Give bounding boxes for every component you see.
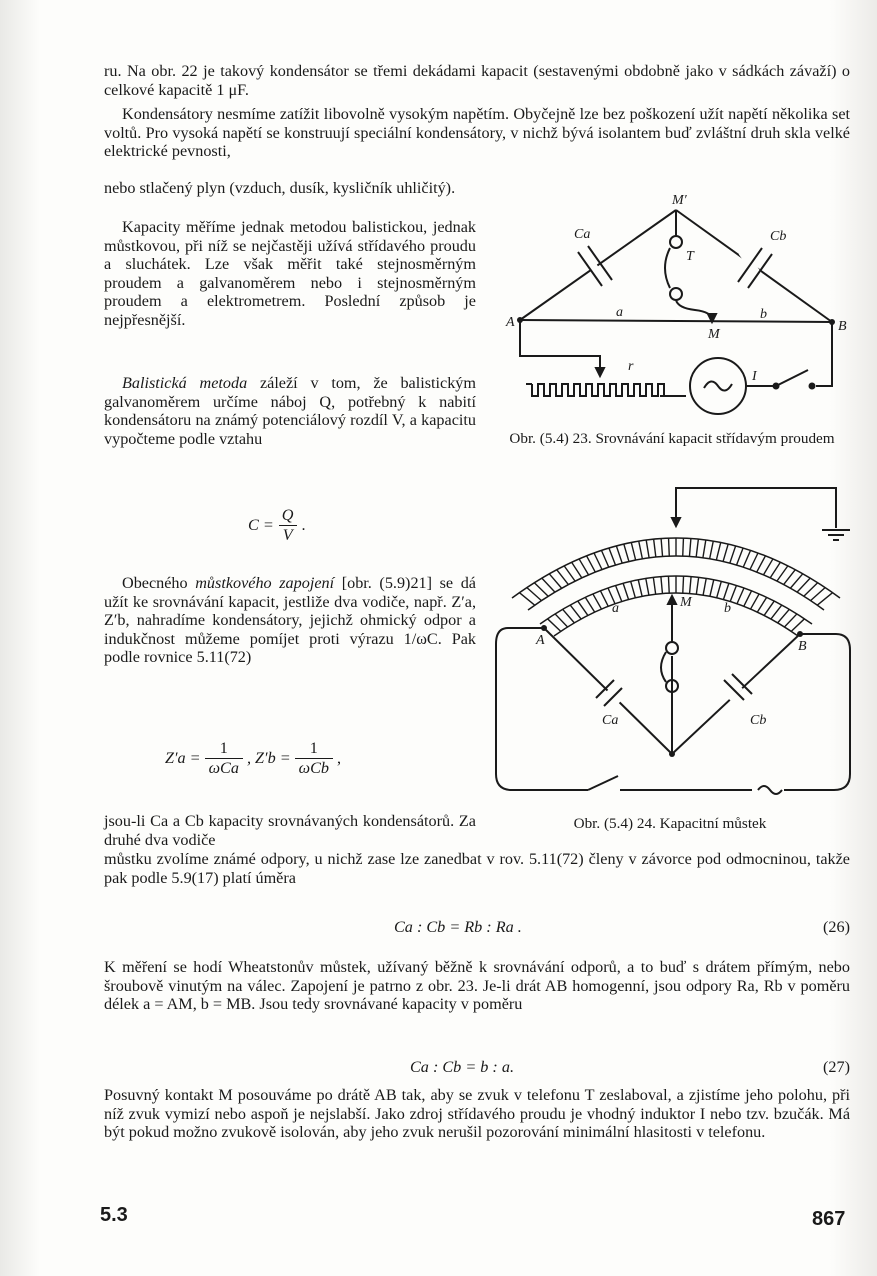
comb-tooth xyxy=(661,538,662,556)
comb-tooth xyxy=(668,576,669,593)
comb-tooth xyxy=(723,544,728,561)
comb-tooth xyxy=(763,559,772,575)
comb-tooth xyxy=(778,609,790,623)
comb-tooth xyxy=(623,583,628,599)
comb-tooth xyxy=(689,538,690,556)
paragraph-7: K měření se hodí Wheatstonův můstek, užívaný běžně k srovnávání odporů, a to buď s drátem přímým, nebo šroubově vinutým na válec. Zapojení je patrno z obr. 23. Je-li drát AB homogenní, jsou odpory Ra, Rb v poměru délek a = AM, b = MB. Jsou tedy srovnávané kapacity v poměru xyxy=(104,958,850,1014)
eq26-body: Ca : Cb = Rb : Ra . xyxy=(394,918,522,936)
comb-tooth xyxy=(579,559,588,575)
comb-tooth xyxy=(717,581,722,597)
equation-impedance xyxy=(165,732,425,784)
comb-tooth xyxy=(578,601,588,615)
eq-c-den: V xyxy=(279,525,297,545)
comb-tooth xyxy=(631,542,635,560)
comb-tooth xyxy=(570,605,581,619)
label-cb: Cb xyxy=(750,713,767,728)
comb-tooth xyxy=(750,553,758,570)
paragraph-6: jsou-li Ca a Cb kapacity srovnávaných kondensátorů. Za druhé dva vodiče xyxy=(104,812,476,849)
comb-tooth xyxy=(609,548,616,565)
eq-zb-fraction xyxy=(295,739,333,777)
label-b-length: b xyxy=(760,307,767,322)
paragraph-4 xyxy=(104,374,476,448)
comb-tooth xyxy=(737,548,744,565)
comb-tooth xyxy=(587,556,596,572)
eq-c-end: . xyxy=(301,515,306,534)
comb-tooth xyxy=(594,553,602,570)
label-b-length: b xyxy=(724,601,731,616)
comb-tooth xyxy=(527,588,542,601)
comb-tooth xyxy=(737,588,744,604)
comb-tooth xyxy=(757,597,766,612)
equation-26 xyxy=(104,918,850,940)
comb-tooth xyxy=(557,570,569,585)
eq26-number: (26) xyxy=(823,918,850,936)
comb-tooth xyxy=(730,546,736,563)
label-a-length: a xyxy=(616,305,623,320)
comb-tooth xyxy=(548,619,561,632)
comb-tooth xyxy=(751,594,760,609)
comb-tooth xyxy=(744,591,752,606)
page-number: 867 xyxy=(812,1208,846,1230)
label-a-node: A xyxy=(506,315,515,330)
eq-za-lhs: Z′a = xyxy=(165,748,201,767)
label-i: I xyxy=(752,369,757,384)
label-m-prime: M′ xyxy=(672,193,687,208)
comb-tooth xyxy=(703,578,706,595)
label-b-node: B xyxy=(798,639,807,654)
comb-tooth xyxy=(646,540,649,558)
comb-tooth xyxy=(616,546,622,563)
paragraph-1: ru. Na obr. 22 je takový kondensátor se třemi dekádami kapacit (sestavenými obdobně jako v sádkách závaží) o celkové kapacitě 1 μF. xyxy=(104,62,850,99)
resistor-combs xyxy=(519,538,832,631)
comb-tooth xyxy=(519,593,534,606)
label-cb: Cb xyxy=(770,229,787,244)
eq-c-lhs: C = xyxy=(248,515,274,534)
comb-tooth xyxy=(638,580,642,597)
comb-tooth xyxy=(771,605,782,619)
comb-tooth xyxy=(730,585,736,601)
comb-tooth xyxy=(696,577,698,594)
comb-tooth xyxy=(690,577,692,594)
comb-tooth xyxy=(770,562,780,578)
comb-tooth xyxy=(804,583,818,597)
paragraph-3: Kapacity měříme jednak metodou balistickou, jednak můstkovou, při níž se nejčastěji užívá střídavého proudu a sluchátek. Lze však měřit také stejnosměrným proudem a galvanoměrem nebo i stejnosměrným proudem a elektrometrem. Poslední způsob je nejpřesnější. xyxy=(104,218,476,329)
paragraph-6-end: můstku zvolíme známé odpory, u nichž zase lze zanedbat v rov. 5.11(72) členy v závorce pod odmocninou, takže pak podle 5.9(17) platí úměra xyxy=(104,850,850,887)
comb-tooth xyxy=(542,578,555,592)
comb-tooth xyxy=(710,580,714,597)
comb-tooth xyxy=(696,539,698,557)
comb-tooth xyxy=(710,541,714,559)
eq-zb-lhs: , Z′b = xyxy=(246,748,291,767)
p5-pre: Obecného xyxy=(122,574,196,592)
label-m: M xyxy=(708,327,720,342)
figure-24-diagram xyxy=(488,484,877,804)
comb-tooth xyxy=(601,550,608,567)
comb-tooth xyxy=(723,583,728,599)
term-ballistic: Balistická metoda xyxy=(122,374,248,392)
eq-c-fraction xyxy=(278,506,298,544)
comb-tooth xyxy=(683,576,684,593)
comb-tooth xyxy=(661,577,663,594)
comb-tooth xyxy=(616,585,622,601)
comb-tooth xyxy=(653,577,655,594)
comb-tooth xyxy=(585,597,594,612)
paragraph-8: Posuvný kontakt M posouváme po drátě AB tak, aby se zvuk v telefonu T zeslaboval, a zjistíme jeho polohu, při níž zvuk vymizí nebo aspoň je nejslabší. Jako zdroj střídavého proudu je vhodný induktor I nebo tzv. bzučák. Má být pokud možno zvukově isolován, aby jeho zvuk nerušil pozorování minimální hlasitosti v telefonu. xyxy=(104,1086,850,1142)
eq-zb-den: ωCb xyxy=(295,758,333,778)
paragraph-5 xyxy=(104,574,476,667)
label-a-length: a xyxy=(612,601,619,616)
eq-za-fraction xyxy=(205,739,243,777)
comb-tooth xyxy=(716,542,720,560)
label-r: r xyxy=(628,359,634,374)
comb-tooth xyxy=(703,540,706,558)
comb-tooth xyxy=(639,541,643,559)
comb-tooth xyxy=(564,566,575,581)
equation-27 xyxy=(104,1058,850,1080)
eq-za-den: ωCa xyxy=(205,758,243,778)
label-a-node: A xyxy=(536,633,545,648)
paragraph-4-text: záleží v tom, že balistickým galvanoměrem určíme náboj Q, potřebný k nabití kondensátoru na známý potenciálový rozdíl V, a kapacitu vypočteme podle vztahu xyxy=(104,374,476,448)
comb-tooth xyxy=(811,588,826,601)
comb-tooth xyxy=(549,574,561,588)
figure-23-caption: Obr. (5.4) 23. Srovnávání kapacit střídavým proudem xyxy=(509,430,835,447)
term-bridge: můstkového zapojení xyxy=(195,574,335,592)
comb-tooth xyxy=(784,614,796,627)
paragraph-2: Kondensátory nesmíme zatížit libovolně vysokým napětím. Obyčejně lze bez poškození užít napětí několika set voltů. Pro vysoká napětí se konstruují speciální kondensátory, v nichž bývá isolantem buď zvláštní druh skla velké elektrické pevnosti, xyxy=(104,105,850,161)
eq27-number: (27) xyxy=(823,1058,850,1076)
comb-tooth xyxy=(791,619,804,632)
paragraph-5-text: [obr. (5.9)21] se dá užít ke srovnávání kapacit, jestliže dva vodiče, např. Z′a, Z′b, nahradíme kondensátory, jejichž ohmický odpor a indukčnost můžeme pomíjet proti výrazu 1/ωC. Pak podle rovnice 5.11(72) xyxy=(104,574,476,667)
section-number: 5.3 xyxy=(100,1204,128,1226)
comb-tooth xyxy=(646,578,649,595)
eq-za-num: 1 xyxy=(219,738,228,757)
eq-zb-num: 1 xyxy=(309,738,318,757)
comb-tooth xyxy=(777,566,788,581)
label-m: M xyxy=(680,595,692,610)
eq-c-num: Q xyxy=(281,505,294,524)
comb-tooth xyxy=(764,601,774,615)
comb-tooth xyxy=(743,550,750,567)
comb-tooth xyxy=(563,609,575,623)
label-ca: Ca xyxy=(602,713,619,728)
comb-tooth xyxy=(572,562,582,578)
comb-tooth xyxy=(817,593,832,606)
label-ca: Ca xyxy=(574,227,591,242)
figure-24-caption: Obr. (5.4) 24. Kapacitní můstek xyxy=(573,815,767,832)
eq-zb-end: , xyxy=(336,748,342,767)
equation-capacity xyxy=(248,500,368,550)
comb-tooth xyxy=(757,556,766,572)
comb-tooth xyxy=(555,614,567,627)
comb-tooth xyxy=(534,583,548,597)
label-t: T xyxy=(686,249,694,264)
wire-a-mtop xyxy=(520,210,676,320)
comb-tooth xyxy=(631,581,636,597)
wire-a-b xyxy=(520,320,832,322)
comb-tooth xyxy=(784,570,796,585)
comb-tooth xyxy=(593,594,602,609)
comb-tooth xyxy=(600,591,608,606)
comb-tooth xyxy=(624,544,629,561)
comb-tooth xyxy=(683,538,684,556)
eq27-body: Ca : Cb = b : a. xyxy=(410,1058,515,1076)
figure-23-diagram xyxy=(490,188,860,428)
label-b-node: B xyxy=(838,319,847,334)
comb-tooth xyxy=(654,539,656,557)
comb-tooth xyxy=(669,538,670,556)
resistor-r xyxy=(532,384,674,396)
comb-tooth xyxy=(797,578,810,592)
comb-tooth xyxy=(790,574,802,588)
paragraph-2-end: nebo stlačený plyn (vzduch, dusík, kysličník uhličitý). xyxy=(104,179,456,197)
